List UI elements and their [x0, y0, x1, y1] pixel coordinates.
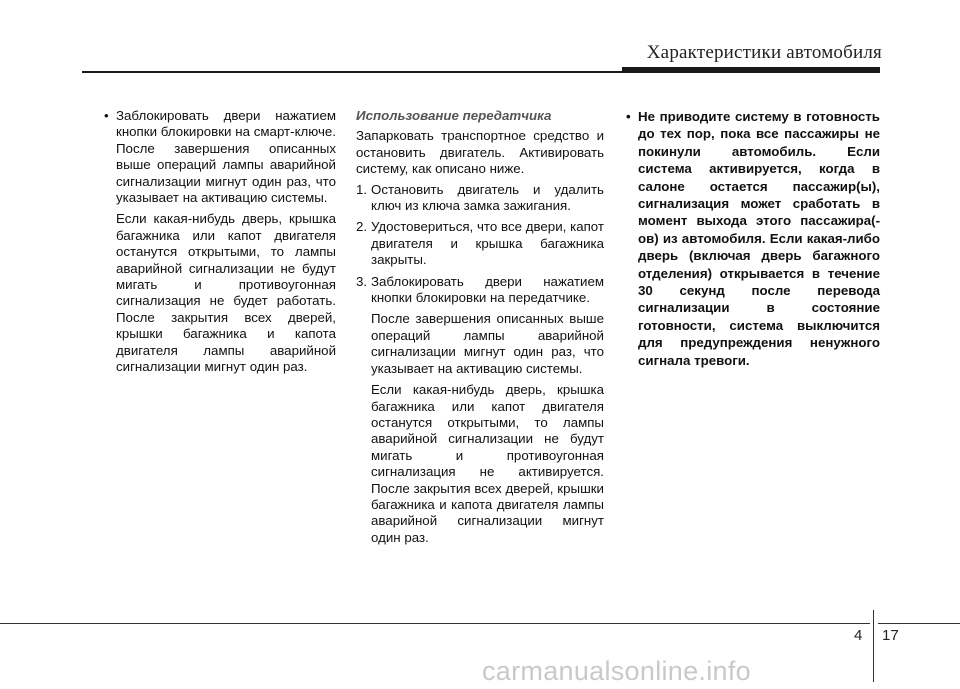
header-rule-accent: [622, 67, 880, 73]
subsection-heading: Использование передатчика: [356, 108, 552, 123]
step-text: Остановить двигатель и удалить ключ из ключа замка зажигания.: [371, 181, 604, 214]
step-detail-paragraph: После завершения описанных выше операций лампы аварийной сигнализации мигнут один раз, что указывает на активацию системы.: [371, 311, 604, 376]
step-number: 3.: [356, 273, 368, 289]
footer-divider: [873, 610, 874, 682]
page-number: 17: [882, 627, 899, 644]
body-paragraph: Если какая-нибудь дверь, крышка багажника или капот двигателя останутся открытыми, то лампы аварийной сигнализации не будут мигать и противоугонная сигнализация не будет работать. После закрытия всех дверей, крышки багажника и капота двигателя лампы аварийной сигнализации мигнут один раз.: [116, 211, 336, 375]
footer-rule: [878, 623, 960, 624]
step-text: Заблокировать двери нажатием кнопки блокировки на передатчике.: [371, 273, 604, 306]
step-number: 2.: [356, 219, 368, 235]
step-item: [356, 182, 604, 215]
bullet-item: • Заблокировать двери нажатием кнопки блокировки на смарт-ключе. После завершения описанных выше операций лампы аварийной сигнализации мигнут один раз, что указывает на активацию системы.: [104, 108, 336, 206]
column-right: [626, 108, 880, 369]
section-title: Характеристики автомобиля: [646, 42, 882, 63]
column-left: [104, 108, 336, 376]
header-rule: [82, 71, 622, 73]
step-text: Удостовериться, что все двери, капот двигателя и крышка багажника закрыты.: [371, 219, 604, 268]
intro-paragraph: Запарковать транспортное средство и остановить двигатель. Активировать систему, как описано ниже.: [356, 128, 604, 177]
column-middle: [356, 108, 604, 551]
step-number: 1.: [356, 181, 368, 197]
step-item: [356, 219, 604, 268]
chapter-number: 4: [854, 627, 863, 644]
warning-bullet: • Не приводите систему в готовность до тех пор, пока все пассажиры не покинули автомобиль. Если система активируется, когда в салоне остается пассажир(ы), сигнализация может сработать в момент выхода этого пассажира(-ов) из автомобиля. Если какая-либо дверь (включая дверь багажного отделения) открывается в течение 30 секунд после перевода сигнализации в состояние готовности, система выключится для предупреждения ненужного сигнала тревоги.: [626, 108, 880, 369]
step-detail-paragraph: Если какая-нибудь дверь, крышка багажника или капот двигателя останутся открытыми, то лампы аварийной сигнализации не будут мигать и противоугонная сигнализация не активируется. После закрытия всех дверей, крышки багажника и капота двигателя лампы аварийной сигнализации мигнут один раз.: [371, 382, 604, 545]
step-item: [356, 274, 604, 307]
footer-rule: [0, 623, 870, 624]
watermark: carmanualsonline.info: [482, 656, 751, 686]
